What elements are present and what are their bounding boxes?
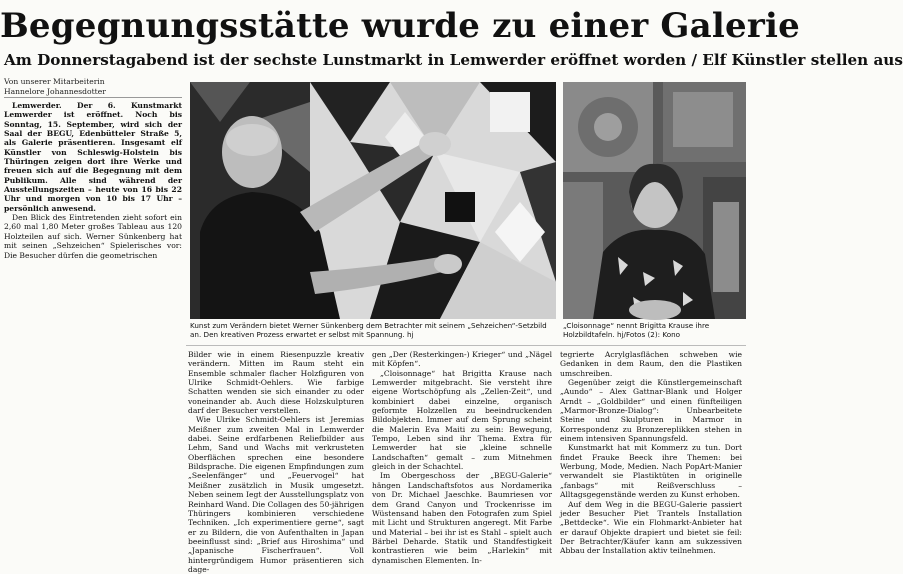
article-column-intro <box>4 101 182 263</box>
photo-cloisonnage <box>563 82 746 319</box>
body-paragraph: Wie Ulrike Schmidt-Oehlers ist Jeremias Meißner zum zweiten Mal in Lemwerder dabei. Seine erdfarbenen Reliefbilder aus Lehm, Sand und Wachs mit verkrusteten Oberflächen sprechen eine besondere Bildsprache. Die eigenen Empfindungen zum „Seelenfänger“ und „Feuervogel“ hat Meißner zusätzlich in Musik umgesetzt. Neben seinem Iegt der Ausstellungsplatz von Reinhard Wand. Die Collagen des 50-jährigen Thüringers kombinieren verschiedene Techniken. „Ich experimentiere gerne“, sagt er zu Bildern, die von Aufenthalten in Japan beeinflusst sind: „Brief aus Hiroshima“ und „Japanische Fischerfrauen“. Voll hintergründigem Humor präsentieren sich dage- <box>188 415 364 574</box>
body-paragraph: Bilder wie in einem Riesenpuzzle kreativ verändern. Mitten im Raum steht ein Ensemble schmaler flacher Holzfiguren von Ulrike Schmidt-Oehlers. Wie farbige Schatten wenden sie sich einander zu oder voneinander ab. Auch diese Holzskulpturen darf der Besucher verstellen. <box>188 350 364 416</box>
body-paragraph: gen „Der (Resterkingen-) Krieger“ und „Nägel mit Köpfen“. <box>372 350 552 369</box>
body-paragraph: „Cloisonnage“ hat Brigitta Krause nach Lemwerder mitgebracht. Sie versteht ihre eigene Wortschöpfung als „Zellen-Zeit“, und kombiniert dabei einzelne, organisch geformte Holzzellen zu beeindruckenden Bildobjekten. Immer auf dem Sprung scheint die Malerin Eva Maiti zu sein: Bewegung, Tempo, Leben sind ihr Thema. Extra für Lemwerder hat sie „kleine schnelle Landschaften“ gemalt – zum Mitnehmen gleich in der Schachtel. <box>372 368 552 472</box>
body-paragraph: Im Obergeschoss der „BEGU-Galerie“ hängen Landschaftsfotos aus Nordamerika von Dr. Michael Jaeschke. Baumriesen vor dem Grand Canyon und Trockenrisse im Wüstensand haben den Fotografen zum Spiel mit Licht und Strukturen angeregt. Mit Farbe und Material – bei ihr ist es Stahl – spielt auch Bärbel Deharde. Statik und Standfestigkeit kontrastieren wie beim „Harlekin“ mit dynamischen Elementen. In- <box>372 471 552 565</box>
byline-line-1: Von unserer Mitarbeiterin <box>4 77 105 86</box>
caption-photo-2: „Cloisonnage“ nennt Brigitta Krause ihre Holzbildtafeln. hj/Fotos (2): Kono <box>563 321 710 339</box>
article-column-3 <box>560 350 742 568</box>
lead-paragraph: Lemwerder. Der 6. Kunstmarkt Lemwerder ist eröffnet. Noch bis Sonntag, 15. September, wird sich der Saal der BEGU, Edenbütteler Straße 5, als Galerie präsentieren. Insgesamt elf Künstler von Schleswig-Holstein bis Thüringen zeigen dort ihre Werke und freuen sich auf die Begegnung mit dem Publikum. Alle sind während der Ausstellungszeiten – heute von 16 bis 22 Uhr und morgen von 10 bis 17 Uhr – persönlich anwesend. <box>4 101 182 213</box>
photo-sehzeichen <box>190 82 556 319</box>
article-column-1 <box>188 350 364 574</box>
headline: Begegnungsstätte wurde zu einer Galerie <box>0 6 800 46</box>
byline-line-2: Hannelore Johannesdotter <box>4 86 106 96</box>
body-paragraph: Kunstmarkt hat mit Kommerz zu tun. Dort findet Frauke Beeck ihre Themen: bei Werbung, Mode, Medien. Nach PopArt-Manier verwandelt sie Plastiktüten in originelle „fanbags“ mit Reißverschluss – Alltagsgegenstände werden zu Kunst erhoben. <box>560 443 742 500</box>
subheadline: Am Donnerstagabend ist der sechste Lunstmarkt in Lemwerder eröffnet worden / Elf Künstler stellen aus <box>4 51 903 69</box>
body-paragraph: Gegenüber zeigt die Künstlergemeinschaft „Aundo“ – Alex Gattnar-Blank und Holger Arndt – „Goldbilder“ und einen fünfteiligen „Marmor-Bronze-Dialog“: Unbearbeitete Steine und Skulpturen in Marmor in Korrespondenz zu Bronzereplikken stehen in einem intensiven Spannungsfeld. <box>560 378 742 444</box>
caption-photo-1: Kunst zum Verändern bietet Werner Sünkenberg dem Betrachter mit seinem „Sehzeichen“-Setzbild an. Den kreativen Prozess erwartet er selbst mit Spannung. hj <box>190 321 547 339</box>
body-paragraph: Den Blick des Eintretenden zieht sofort ein 2,60 mal 1,80 Meter großes Tableau aus 120 Holzteilen auf sich. Werner Sünkenberg hat mit seinen „Sehzeichen“ Spielerisches vor: Die Besucher dürfen die geometrischen <box>4 213 182 260</box>
article-column-2 <box>372 350 552 568</box>
photo-divider <box>186 345 746 346</box>
body-paragraph: Auf dem Weg in die BEGU-Galerie passiert jeder Besucher Piet Trantels Installation „Bettdecke“. Wie ein Flohmarkt-Anbieter hat er darauf Objekte drapiert und bietet sie feil: Der Betrachter/Käufer kann am sukzessiven Abbau der Installation aktiv teilnehmen. <box>560 499 742 556</box>
byline <box>4 77 184 96</box>
body-paragraph: tegrierte Acrylglasflächen schweben wie Gedanken in dem Raum, den die Plastiken umschreiben. <box>560 350 742 378</box>
byline-divider <box>4 97 182 98</box>
